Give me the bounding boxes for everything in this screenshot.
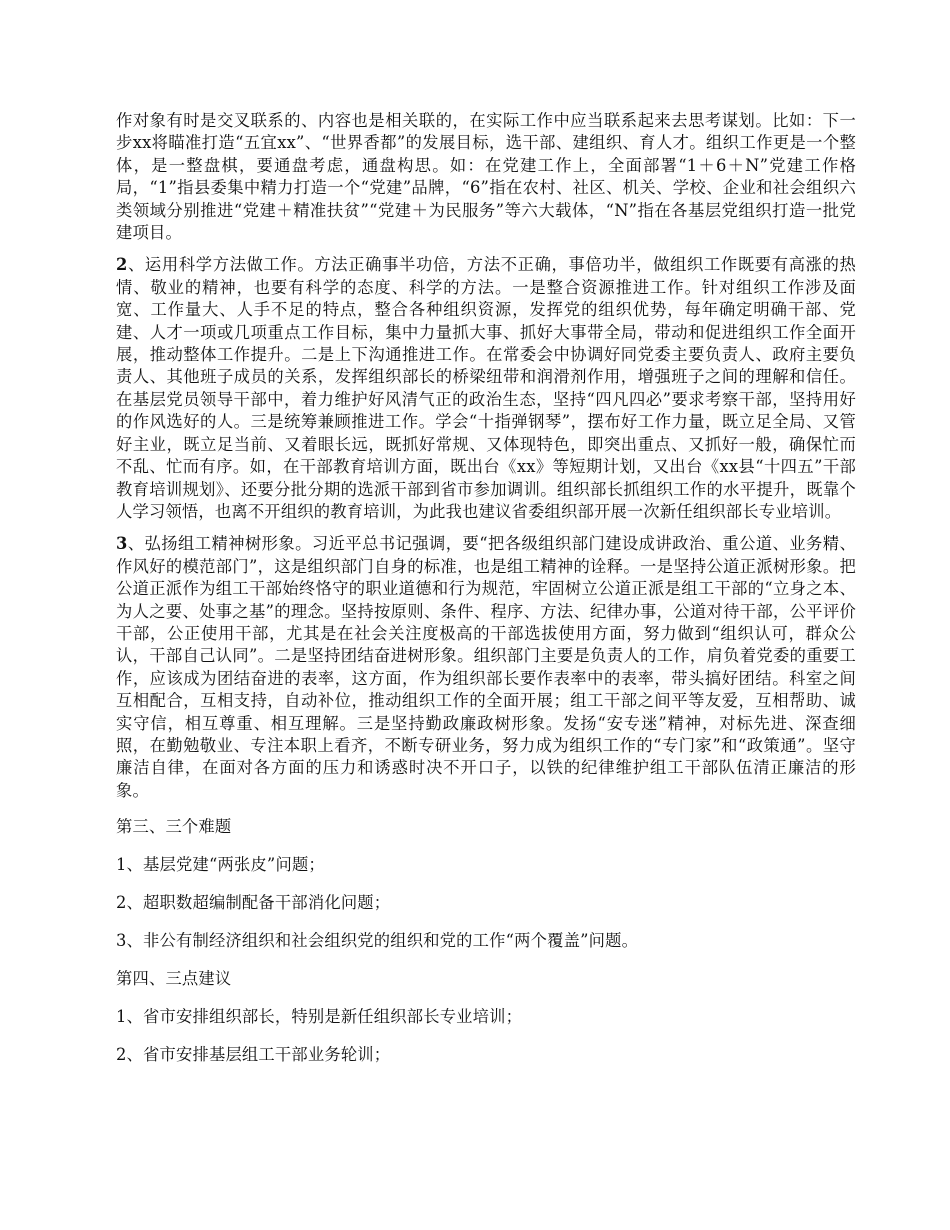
list-item: 1、省市安排组织部长，特别是新任组织部长专业培训；: [116, 1007, 523, 1027]
list-item: 2、超职数超编制配备干部消化问题；: [116, 893, 391, 913]
list-item: 2、省市安排基层组工干部业务轮训；: [116, 1045, 391, 1065]
document-body: [116, 110, 856, 1066]
paragraph-number: 2: [116, 255, 128, 275]
section-heading-3: 第三、三个难题: [116, 817, 232, 837]
paragraph-text: 作对象有时是交叉联系的、内容也是相关联的，在实际工作中应当联系起来去思考谋划。比如：下一步xx将瞄准打造“五宜xx”、“世界香都”的发展目标，选干部、建组织、育人才。组织工作更是一个整体，是一整盘棋，要通盘考虑，通盘构思。如：在党建工作上，全面部署“1＋6＋N”党建工作格局，“1”指县委集中精力打造一个“党建”品牌，“6”指在农村、社区、机关、学校、企业和社会组织六类领域分别推进“党建＋精准扶贫”“党建＋为民服务”等六大载体，“N”指在各基层党组织打造一批党建项目。: [116, 111, 856, 243]
paragraph-number: 3: [116, 534, 128, 554]
list-item: 3、非公有制经济组织和社会组织党的组织和党的工作“两个覆盖”问题。: [116, 931, 639, 951]
section-heading-4: 第四、三点建议: [116, 969, 232, 989]
paragraph-2: [116, 254, 856, 523]
paragraph-continued: [116, 110, 856, 244]
paragraph-3: [116, 533, 856, 802]
paragraph-text: 、弘扬组工精神树形象。习近平总书记强调，要“把各级组织部门建设成讲政治、重公道、业务精、作风好的模范部门”，这是组织部门自身的标准，也是组工精神的诠释。一是坚持公道正派树形象。把公道正派作为组工干部始终恪守的职业道德和行为规范，牢固树立公道正派是组工干部的“立身之本、为人之要、处事之基”的理念。坚持按原则、条件、程序、方法、纪律办事，公道对待干部，公平评价干部，公正使用干部，尤其是在社会关注度极高的干部选拔使用方面，努力做到“组织认可，群众公认，干部自己认同”。二是坚持团结奋进树形象。组织部门主要是负责人的工作，肩负着党委的重要工作，应该成为团结奋进的表率，这方面，作为组织部长要作表率中的表率，带头搞好团结。科室之间互相配合，互相支持，自动补位，推动组织工作的全面开展；组工干部之间平等友爱，互相帮助、诚实守信，相互尊重、相互理解。三是坚持勤政廉政树形象。发扬“安专迷”精神，对标先进、深查细照，在勤勉敬业、专注本职上看齐，不断专研业务，努力成为组织工作的“专门家”和“政策通”。坚守廉洁自律，在面对各方面的压力和诱惑时决不开口子，以铁的纪律维护组工干部队伍清正廉洁的形象。: [116, 534, 856, 800]
list-item: 1、基层党建“两张皮”问题；: [116, 855, 325, 875]
paragraph-text: 、运用科学方法做工作。方法正确事半功倍，方法不正确，事倍功半，做组织工作既要有高涨的热情、敬业的精神，也要有科学的态度、科学的方法。一是整合资源推进工作。针对组织工作涉及面宽、工作量大、人手不足的特点，整合各种组织资源，发挥党的组织优势，每年确定明确干部、党建、人才一项或几项重点工作目标，集中力量抓大事、抓好大事带全局，带动和促进组织工作全面开展，推动整体工作提升。二是上下沟通推进工作。在常委会中协调好同党委主要负责人、政府主要负责人、其他班子成员的关系，发挥组织部长的桥梁纽带和润滑剂作用，增强班子之间的理解和信任。在基层党员领导干部中，着力维护好风清气正的政治生态，坚持“四凡四必”要求考察干部，坚持用好的作风选好的人。三是统筹兼顾推进工作。学会“十指弹钢琴”，摆布好工作力量，既立足全局、又管好主业，既立足当前、又着眼长远，既抓好常规、又体现特色，即突出重点、又抓好一般，确保忙而不乱、忙而有序。如，在干部教育培训方面，既出台《xx》等短期计划，又出台《xx县“十四五”干部教育培训规划》、还要分批分期的选派干部到省市参加调训。组织部长抓组织工作的水平提升，既靠个人学习领悟，也离不开组织的教育培训，为此我也建议省委组织部开展一次新任组织部长专业培训。: [116, 255, 856, 521]
